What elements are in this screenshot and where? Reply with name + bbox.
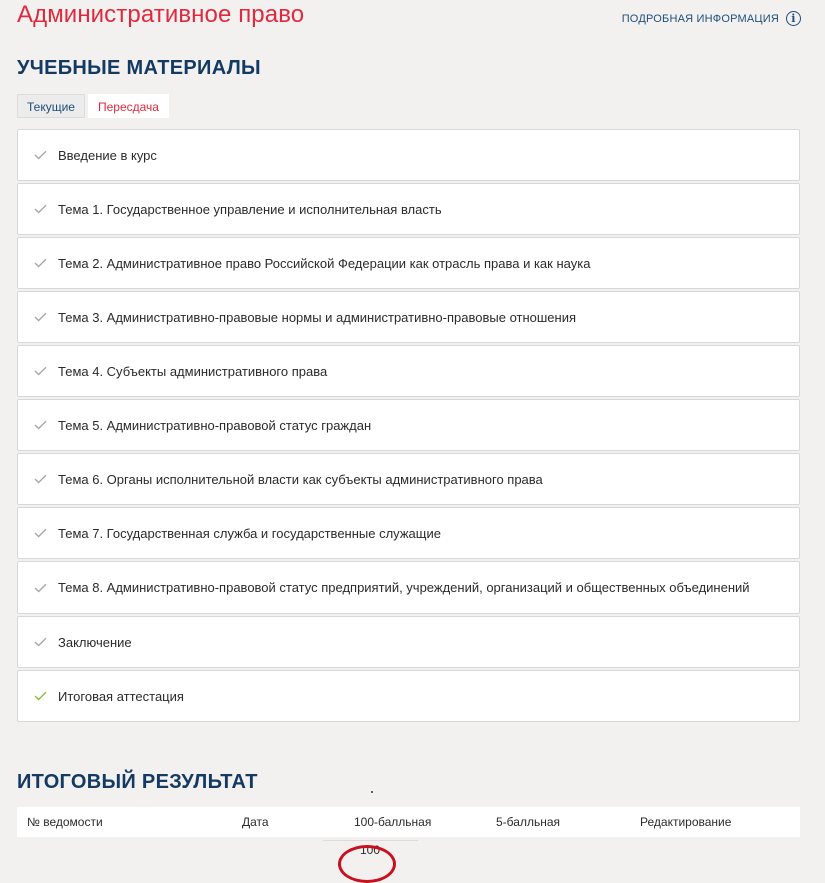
module-item[interactable] bbox=[17, 670, 800, 722]
check-icon bbox=[34, 637, 48, 647]
module-label: Итоговая аттестация bbox=[58, 688, 184, 704]
module-item[interactable] bbox=[17, 237, 800, 289]
check-icon bbox=[34, 420, 48, 430]
page-title: Административное право bbox=[17, 1, 305, 28]
result-score-100: 100 bbox=[359, 843, 381, 857]
module-item[interactable] bbox=[17, 453, 800, 505]
check-icon bbox=[34, 258, 48, 268]
module-label: Тема 1. Государственное управление и исполнительная власть bbox=[58, 201, 442, 217]
materials-heading: УЧЕБНЫЕ МАТЕРИАЛЫ bbox=[17, 57, 261, 79]
column-header-edit: Редактирование bbox=[640, 815, 732, 829]
module-label: Введение в курс bbox=[58, 147, 157, 163]
module-item[interactable] bbox=[17, 399, 800, 451]
check-icon bbox=[34, 528, 48, 538]
check-icon bbox=[34, 150, 48, 160]
module-label: Тема 8. Административно-правовой статус предприятий, учреждений, организаций и общественных объединений bbox=[58, 580, 750, 595]
module-label: Тема 4. Субъекты административного права bbox=[58, 363, 328, 379]
check-icon bbox=[34, 366, 48, 376]
module-item[interactable] bbox=[17, 291, 800, 343]
module-label: Тема 7. Государственная служба и государственные служащие bbox=[58, 525, 441, 541]
module-label: Тема 6. Органы исполнительной власти как субъекты административного права bbox=[58, 471, 543, 487]
check-icon bbox=[34, 204, 48, 214]
check-icon bbox=[34, 474, 48, 484]
results-table-header bbox=[17, 807, 800, 837]
module-item[interactable] bbox=[17, 616, 800, 668]
speck-mark bbox=[371, 791, 373, 793]
info-link[interactable] bbox=[622, 11, 801, 26]
module-label: Тема 5. Административно-правовой статус граждан bbox=[58, 417, 372, 433]
info-icon[interactable]: i bbox=[786, 11, 801, 26]
check-icon bbox=[34, 691, 48, 701]
check-icon bbox=[34, 312, 48, 322]
highlight-oval bbox=[338, 845, 396, 883]
column-header-100: 100-балльная bbox=[354, 815, 432, 829]
results-heading: ИТОГОВЫЙ РЕЗУЛЬТАТ bbox=[17, 771, 258, 793]
info-link-label: ПОДРОБНАЯ ИНФОРМАЦИЯ bbox=[621, 12, 779, 25]
modules-list bbox=[17, 129, 800, 724]
module-label: Тема 3. Административно-правовые нормы и административно-правовые отношения bbox=[58, 309, 577, 325]
module-item[interactable] bbox=[17, 345, 800, 397]
column-header-5: 5-балльная bbox=[496, 815, 560, 829]
module-item[interactable] bbox=[17, 183, 800, 235]
column-header-number: № ведомости bbox=[27, 815, 103, 829]
materials-tabs bbox=[17, 94, 169, 118]
column-header-date: Дата bbox=[242, 815, 269, 829]
module-label: Тема 2. Административное право Российской Федерации как отрасль права и как наука bbox=[58, 255, 591, 271]
tab-retake[interactable]: Пересдача bbox=[88, 94, 169, 118]
module-item[interactable] bbox=[17, 129, 800, 181]
tab-current[interactable]: Текущие bbox=[17, 94, 85, 118]
check-icon bbox=[34, 583, 48, 593]
result-divider bbox=[323, 840, 418, 841]
module-item[interactable] bbox=[17, 561, 800, 614]
module-label: Заключение bbox=[58, 634, 132, 650]
module-item[interactable] bbox=[17, 507, 800, 559]
